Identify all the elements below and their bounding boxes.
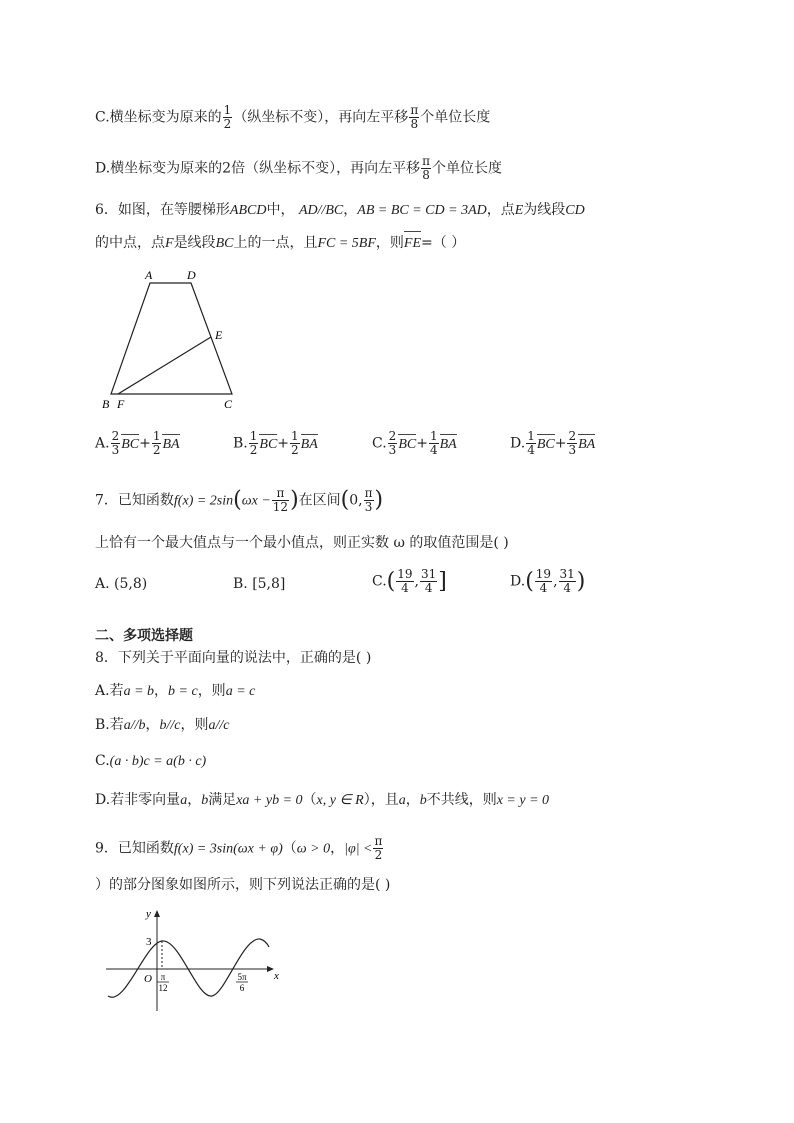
x-axis-arrow bbox=[267, 966, 274, 972]
trapezoid-figure bbox=[100, 266, 250, 414]
fraction: $\frac{\pi}{8}$ bbox=[422, 154, 430, 182]
q6-option-d: D. $\frac{1}{4}$ BC+ $\frac{2}{3}$ BA bbox=[510, 429, 596, 457]
trapezoid-abcd bbox=[111, 283, 232, 394]
sine-curve bbox=[108, 939, 269, 997]
label-c: C bbox=[224, 397, 233, 411]
label-pi-12-den: 12 bbox=[158, 983, 168, 993]
q6-option-c: C. $\frac{2}{3}$ BC+ $\frac{1}{4}$ BA bbox=[372, 429, 457, 457]
q7-option-a: A. (5,8) bbox=[95, 576, 148, 592]
q7-option-b: B. [5,8] bbox=[233, 576, 286, 592]
q7-option-c: C.( $\frac{19}{4}$ , $\frac{31}{4}$ ] bbox=[372, 567, 447, 595]
q6-option-b: B. $\frac{1}{2}$ BC+ $\frac{1}{2}$ BA bbox=[233, 429, 318, 457]
label-e: E bbox=[215, 328, 223, 342]
y-axis-arrow bbox=[154, 910, 160, 917]
label-origin: O bbox=[144, 973, 152, 985]
sine-graph bbox=[100, 903, 282, 1015]
fraction: $\frac{1}{2}$ bbox=[223, 103, 232, 131]
q9-stem-line1: 9．已知函数f(x) = 3sin(ωx + φ)（ω > 0，|φ| < $\frac{\pi}{2}$ bbox=[95, 834, 383, 862]
label-x: x bbox=[274, 970, 279, 982]
q7-option-d: D.( $\frac{19}{4}$ , $\frac{31}{4}$ ) bbox=[510, 567, 586, 595]
segment-fe bbox=[118, 337, 211, 394]
q7-stem-line2: 上恰有一个最大值点与一个最小值点，则正实数 ω 的取值范围是( ) bbox=[95, 535, 509, 551]
q5-option-d: D.横坐标变为原来的2倍（纵坐标不变），再向左平移 $\frac{\pi}{8}$ 个单位长度 bbox=[95, 154, 502, 182]
q6-stem-line2: 的中点，点F是线段BC上的一点，且FC = 5BF，则FE=（ ） bbox=[95, 233, 465, 254]
label-three: 3 bbox=[146, 936, 152, 948]
label-pi-12-num: π bbox=[160, 972, 166, 982]
q8-option-b: B.若a//b，b//c，则a//c bbox=[95, 717, 230, 733]
q9-stem-line2: ）的部分图象如图所示，则下列说法正确的是( ) bbox=[95, 877, 391, 893]
fraction: $\frac{\pi}{8}$ bbox=[410, 103, 419, 131]
q6-stem-line1: 6．如图，在等腰梯形ABCD中， AD//BC，AB = BC = CD = 3AD，点E为线段CD bbox=[95, 202, 585, 218]
label-d: D bbox=[187, 268, 196, 282]
label-y: y bbox=[146, 908, 151, 920]
q8-stem: 8．下列关于平面向量的说法中，正确的是( ) bbox=[95, 650, 372, 666]
q8-option-c: C.(a · b)c = a(b · c) bbox=[95, 753, 207, 769]
section-title: 二、多项选择题 bbox=[95, 628, 193, 644]
label-a: A bbox=[145, 268, 153, 282]
q8-option-a: A.若a = b，b = c，则a = c bbox=[95, 683, 256, 699]
label-5pi-6-num: 5π bbox=[237, 972, 247, 982]
q8-option-d: D.若非零向量a，b满足xa + yb = 0（x, y ∈ R），且a，b不共线，则x = y = 0 bbox=[95, 792, 550, 808]
label-b: B bbox=[102, 397, 110, 411]
label-5pi-6-den: 6 bbox=[239, 983, 245, 993]
label-f: F bbox=[117, 397, 125, 411]
q7-stem-line1: 7．已知函数f(x) = 2sin(ωx − $\frac{\pi}{12}$ )在区间(0, $\frac{\pi}{3}$ ) bbox=[95, 486, 384, 514]
q6-option-a: A. $\frac{2}{3}$ BC+ $\frac{1}{2}$ BA bbox=[95, 429, 180, 457]
q5-option-c: C.横坐标变为原来的 $\frac{1}{2}$ （纵坐标不变），再向左平移 $\frac{\pi}{8}$ 个单位长度 bbox=[95, 103, 491, 131]
